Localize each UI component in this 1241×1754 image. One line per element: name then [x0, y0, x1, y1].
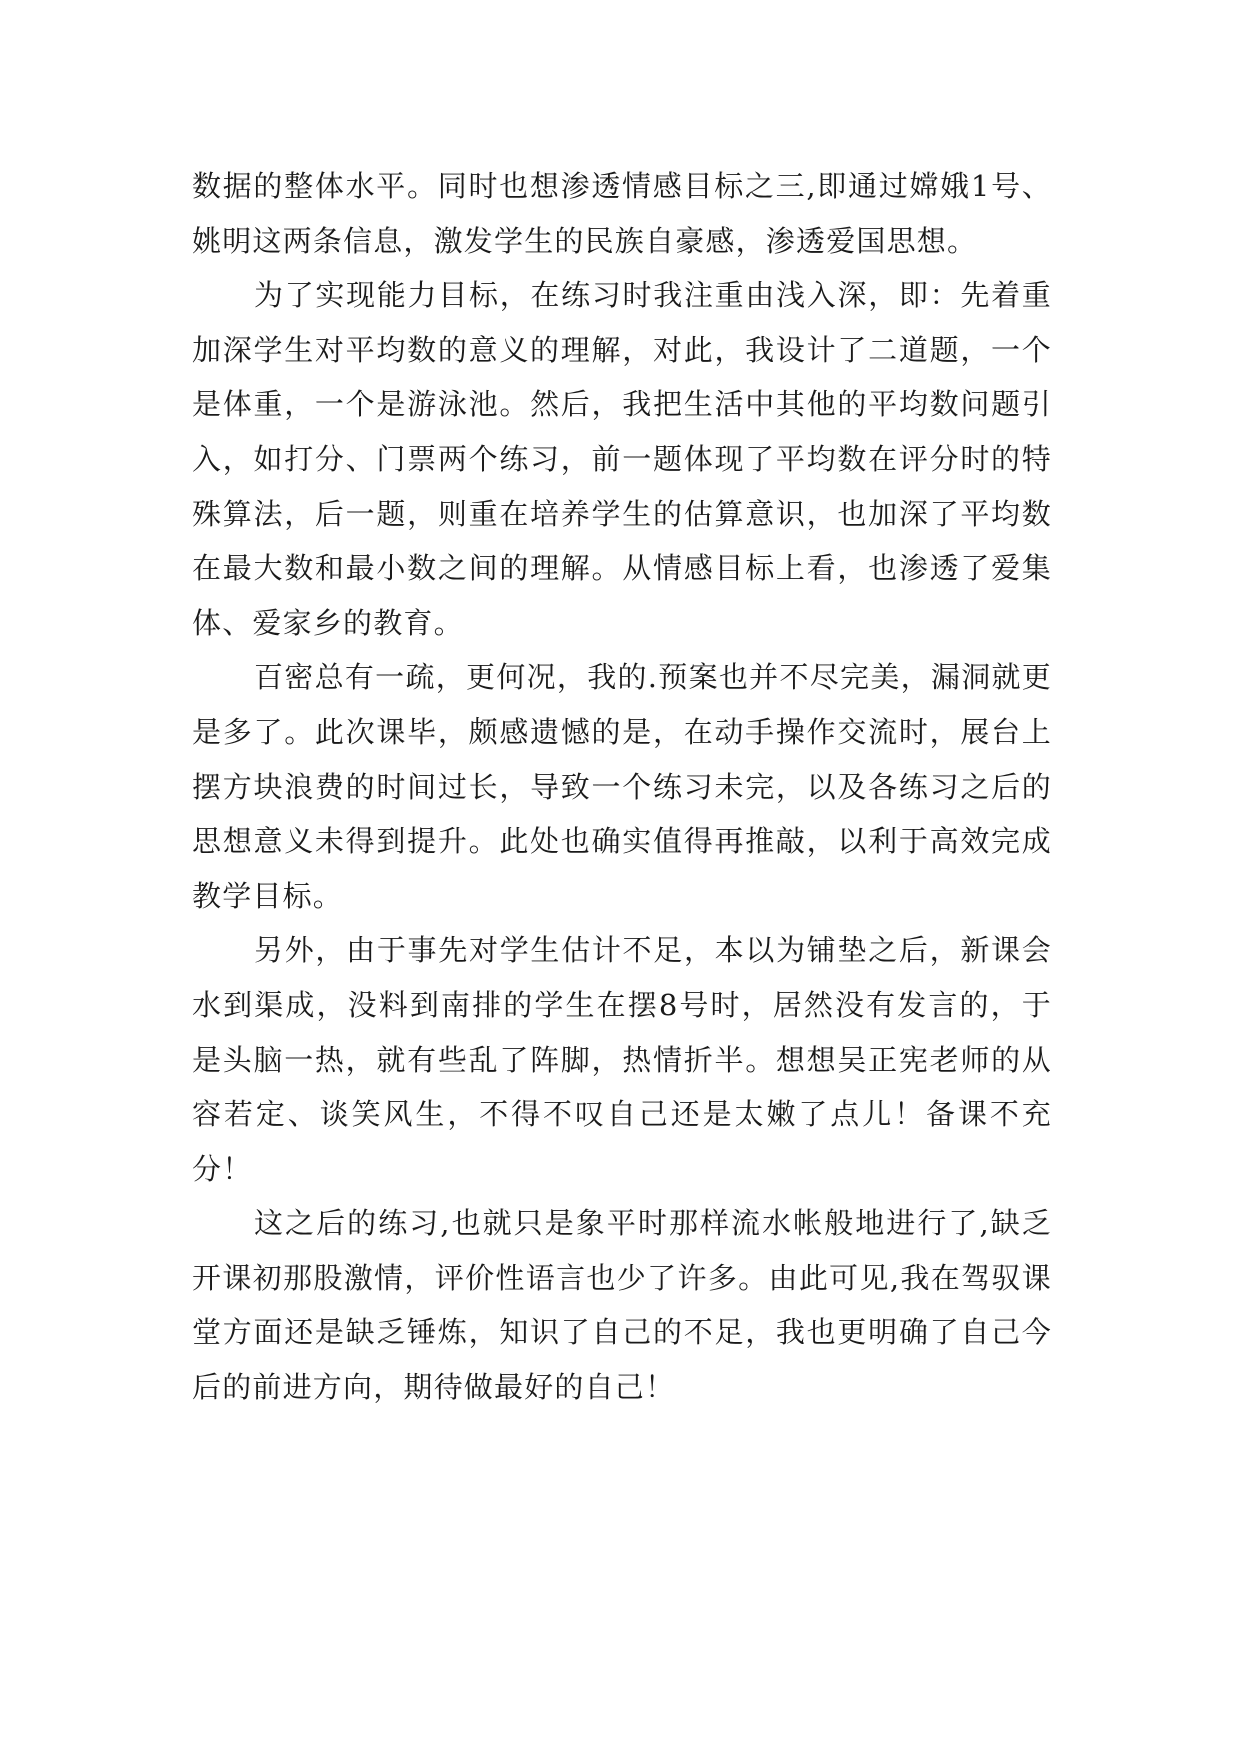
text-line: 平均数问题引入，如打分、门票两个练习，前一题体现了平: [192, 387, 1053, 476]
paragraph: [192, 1196, 1052, 1414]
text-line: 这之后的练习,也就只是象平时那样流水帐般地进行了,: [254, 1206, 990, 1241]
document-body: [192, 159, 1052, 1415]
text-line: 更明确了自己今后的前进方向，期待做最好的自己！: [192, 1315, 1053, 1405]
text-line: 正宪老师的从容若定、谈笑风生，不得不叹自己还是太嫩了: [192, 1042, 1053, 1132]
text-line: 百密总有一疏，更何况，我的.预案也并不尽完美，漏: [254, 660, 962, 695]
paragraph: [192, 159, 1052, 268]
text-line: 时，展台上摆方块浪费的时间过长，导致一个练习未完，以: [192, 714, 1052, 804]
text-line: 敲，以利于高效完成教学目标。: [192, 824, 1052, 913]
text-line: 缺乏开课初那股激情，评价性语言也少了许多。由此可见,: [192, 1206, 1052, 1295]
text-line: 意识，也加深了平均数在最大数和最小数之间的理解。从情: [192, 496, 1052, 586]
text-line: 号、姚明这两条信息，激发学生的民族自豪感，渗透爱国: [192, 169, 1052, 258]
text-line: 均数在评分时的特殊算法，后一题，则重在培养学生的估算: [192, 441, 1052, 531]
text-line: 题，一个是体重，一个是游泳池。然后，我把生活中其他的: [192, 332, 1052, 422]
paragraph: [192, 923, 1052, 1196]
text-line: 着重加深学生对平均数的意义的理解，对此，我设计了二道: [192, 278, 1052, 367]
text-line: 另外，由于事先对学生估计不足，本以为铺垫之后，新: [254, 933, 992, 968]
text-line: 我在驾驭课堂方面还是缺乏锤炼，知识了自己的不足，我也: [192, 1260, 1052, 1350]
text-line: 课会水到渠成，没料到南排的学生在摆8号时，居然没有发: [192, 933, 1052, 1022]
text-line: 及各练习之后的思想意义未得到提升。此处也确实值得再推: [192, 769, 1053, 859]
paragraph: [192, 650, 1052, 923]
text-line: 点儿！备课不充分！: [192, 1097, 1052, 1186]
text-line: 洞就更是多了。此次课毕，颇感遗憾的是，在动手操作交流: [192, 660, 1052, 749]
text-line: 为了实现能力目标，在练习时我注重由浅入深，即：先: [254, 278, 992, 313]
text-line: 言的，于是头脑一热，就有些乱了阵脚，热情折半。想想吴: [192, 987, 1052, 1077]
paragraph: [192, 268, 1052, 650]
text-line: 思想。: [886, 223, 978, 258]
text-line: 数据的整体水平。同时也想渗透情感目标之三,即通过嫦娥1: [192, 169, 991, 203]
text-line: 感目标上看，也渗透了爱集体、爱家乡的教育。: [192, 551, 1052, 640]
